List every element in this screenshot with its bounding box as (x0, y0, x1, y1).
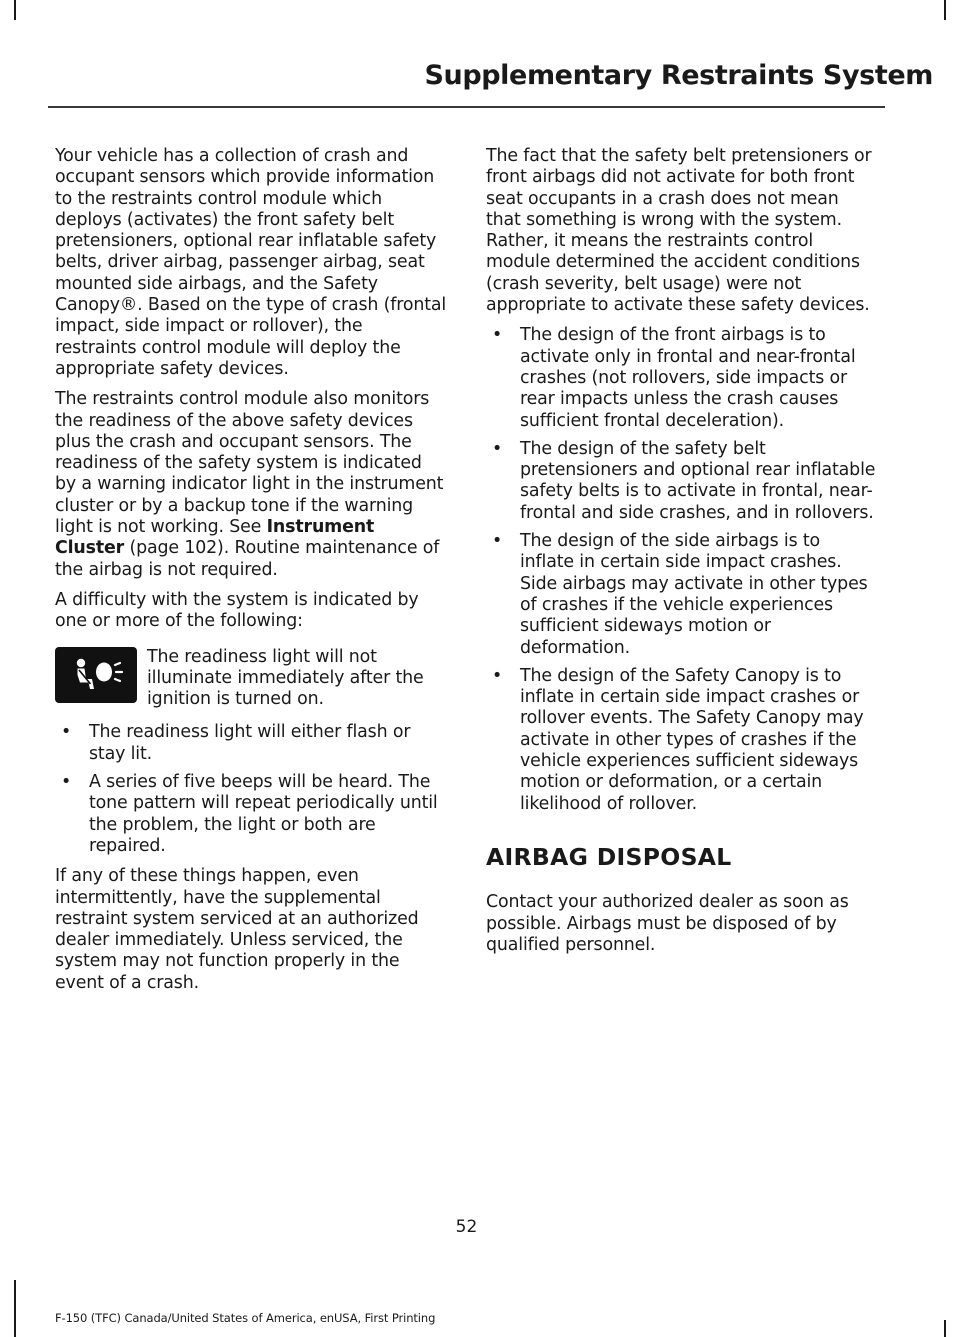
list-item: • The design of the front airbags is to activate only in frontal and near-frontal crashes (not rollovers, side impacts or rear impacts unless the crash causes sufficient frontal deceleration). (492, 325, 856, 431)
warning-light-note (55, 647, 447, 711)
readiness-text-before: The restraints control module also monitors the readiness of the above safety devices plus the crash and occupant sensors. The readiness of the safety system is indicated by a warning indicator light in the instrument cluster or by a backup tone if the warning light is not working. See (55, 389, 444, 538)
instrument-cluster-link[interactable]: Instrument Cluster (55, 517, 375, 559)
bullet-marker: • (492, 325, 503, 346)
footer-text: F-150 (TFC) Canada/United States of America, enUSA, First Printing (55, 1311, 436, 1325)
crop-mark-top-right (944, 0, 946, 20)
list-item: • The readiness light will either flash or stay lit. (61, 722, 411, 764)
page-number: 52 (455, 1217, 478, 1237)
page-title: Supplementary Restraints System (424, 60, 933, 91)
right-column (486, 146, 878, 965)
paragraph-readiness (55, 389, 447, 581)
header-rule (48, 106, 885, 108)
bullet-marker: • (492, 665, 503, 686)
paragraph-not-activated: The fact that the safety belt pretensioners or front airbags did not activate for both front seat occupants in a crash does not mean that something is wrong with the system. Rather, it means the restraints control module determined the accident conditions (crash severity, belt usage) were not appropriate to activate these safety devices. (486, 146, 872, 316)
bullet-marker: • (61, 722, 72, 743)
bullet-marker: • (61, 772, 72, 793)
airbag-warning-icon (55, 647, 137, 703)
paragraph-difficulty: A difficulty with the system is indicated by one or more of the following: (55, 589, 419, 632)
crop-mark-bottom-left (14, 1280, 16, 1337)
section-heading-airbag-disposal: AIRBAG DISPOSAL (486, 842, 732, 871)
crop-mark-bottom-right (944, 1320, 946, 1337)
list-item: • The design of the safety belt pretensioners and optional rear inflatable safety belts is to activate in frontal, near-frontal and side crashes, and in rollovers. (492, 438, 876, 523)
difficulty-bullet-list (55, 722, 447, 857)
left-column (55, 146, 447, 1003)
paragraph-disposal: Contact your authorized dealer as soon as possible. Airbags must be disposed of by qualified personnel. (486, 892, 849, 955)
list-item: • The design of the side airbags is to inflate in certain side impact crashes. Side airbags may activate in other types of crashes if the vehicle experiences sufficient sideways motion or deformation. (492, 531, 868, 658)
paragraph-sensors: Your vehicle has a collection of crash and occupant sensors which provide information to the restraints control module which deploys (activates) the front safety belt pretensioners, optional rear inflatable safety belts, driver airbag, passenger airbag, seat mounted side airbags, and the Safety Canopy®. Based on the type of crash (frontal impact, side impact or rollover), the restraints control module will deploy the appropriate safety devices. (55, 146, 447, 379)
readiness-text-after: (page 102). Routine maintenance of the airbag is not required. (55, 538, 440, 580)
bullet-marker: • (492, 438, 503, 459)
list-item: • A series of five beeps will be heard. The tone pattern will repeat periodically until the problem, the light or both are repaired. (61, 772, 438, 856)
crop-mark-top-left (14, 0, 16, 20)
list-item: • The design of the Safety Canopy is to inflate in certain side impact crashes or rollover events. The Safety Canopy may activate in other types of crashes if the vehicle experiences sufficient sideways motion or deformation, or a certain likelihood of rollover. (492, 665, 864, 814)
bullet-marker: • (492, 531, 503, 552)
warning-light-text: The readiness light will not illuminate immediately after the ignition is turned on. (147, 646, 424, 710)
paragraph-service: If any of these things happen, even intermittently, have the supplemental restraint system serviced at an authorized dealer immediately. Unless serviced, the system may not function properly in the event of a crash. (55, 866, 419, 993)
design-bullet-list (486, 325, 878, 815)
